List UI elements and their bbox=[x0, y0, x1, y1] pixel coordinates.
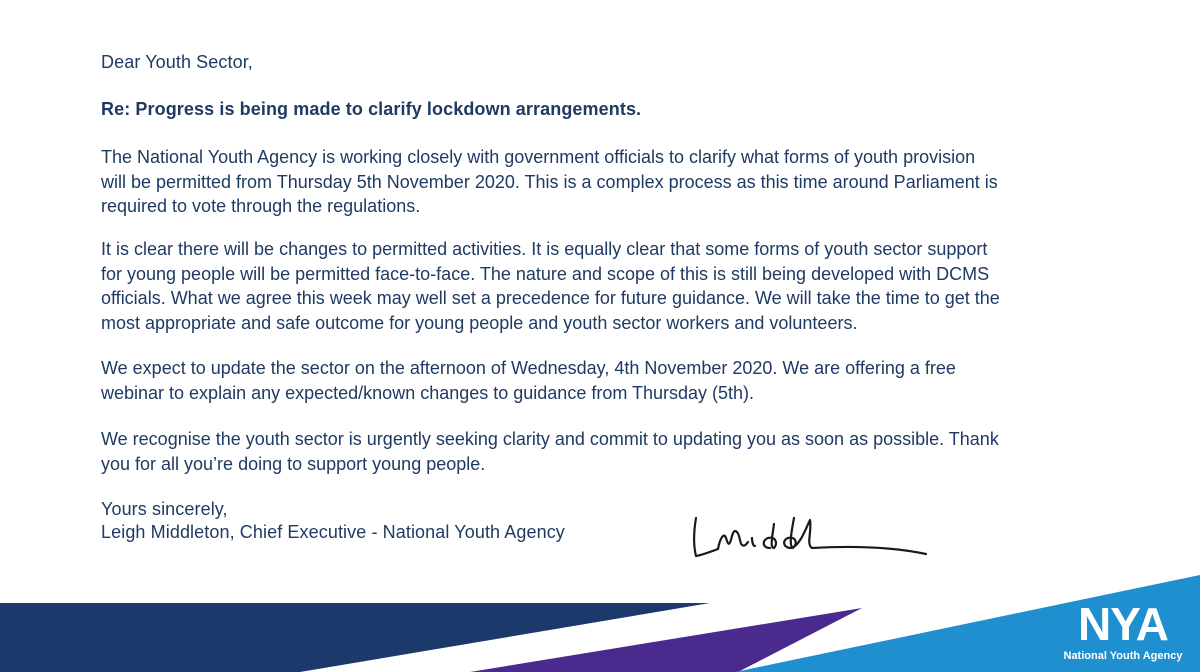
paragraph-4: We recognise the youth sector is urgently seeking clarity and commit to updating you as soon as possible. Thank you for all you’re doing to support young people. bbox=[101, 429, 999, 474]
greeting: Dear Youth Sector, bbox=[101, 52, 253, 72]
paragraph-3: We expect to update the sector on the afternoon of Wednesday, 4th November 2020. We are offering a free webinar to explain any expected/known changes to guidance from Thursday (5th). bbox=[101, 358, 956, 403]
nya-logo bbox=[1063, 598, 1183, 663]
signatory: Leigh Middleton, Chief Executive - National Youth Agency bbox=[101, 522, 565, 542]
paragraph-1: The National Youth Agency is working closely with government officials to clarify what forms of youth provision will be permitted from Thursday 5th November 2020. This is a complex process as this time around Parliament is required to vote through the regulations. bbox=[101, 147, 998, 216]
subject-line: Re: Progress is being made to clarify lockdown arrangements. bbox=[101, 99, 642, 119]
closing: Yours sincerely, bbox=[101, 499, 228, 519]
logo-name: National Youth Agency bbox=[1063, 650, 1183, 662]
logo-mark: NYA bbox=[1078, 598, 1168, 650]
paragraph-2: It is clear there will be changes to permitted activities. It is equally clear that some forms of youth sector support for young people will be permitted face-to-face. The nature and scope of this is still being developed with DCMS officials. What we agree this week may well set a precedence for future guidance. We will take the time to get the most appropriate and safe outcome for young people and youth sector workers and volunteers. bbox=[101, 239, 1000, 333]
